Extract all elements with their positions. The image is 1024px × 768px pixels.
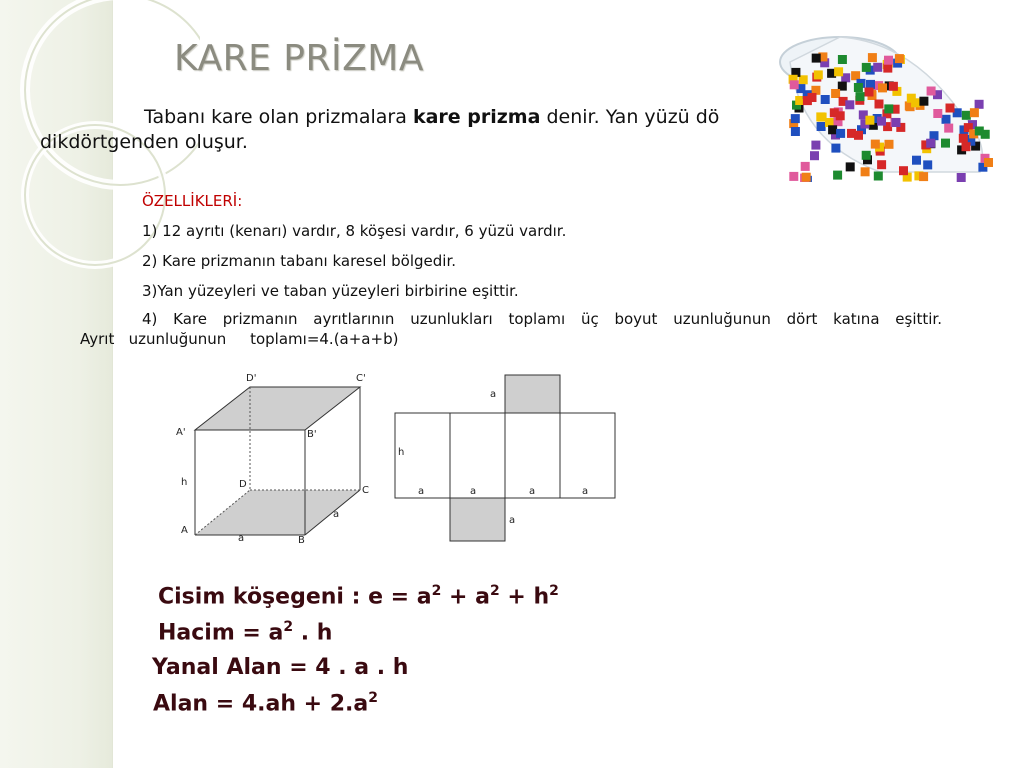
cube (831, 89, 840, 98)
cube (789, 172, 798, 181)
label-d-prime: D' (246, 373, 257, 384)
cube (862, 63, 871, 72)
cube (833, 171, 842, 180)
cube (791, 114, 800, 123)
prism-and-net-diagram (170, 365, 630, 550)
label-h: h (181, 477, 188, 488)
net-label-a2: a (470, 486, 477, 497)
cube (959, 134, 968, 143)
label-b: B (298, 535, 305, 546)
cube (873, 63, 882, 72)
net-label-a-top: a (490, 389, 497, 400)
cube (801, 162, 810, 171)
label-c: C (362, 485, 369, 496)
cube (884, 104, 893, 113)
cube (802, 173, 811, 182)
cube (846, 162, 855, 171)
cube (834, 67, 843, 76)
net-label-a3: a (529, 486, 536, 497)
cube (856, 92, 865, 101)
cube (923, 160, 932, 169)
colored-cubes-jar-image (760, 22, 1000, 182)
cube (885, 140, 894, 149)
cube (919, 97, 928, 106)
cube (865, 88, 874, 97)
prism-3d-figure (176, 373, 369, 546)
cube (877, 160, 886, 169)
cube (790, 80, 799, 89)
cube (828, 125, 837, 134)
net-label-a-bottom: a (509, 515, 516, 526)
cube (868, 53, 877, 62)
properties-heading: ÖZELLİKLERİ: (142, 192, 243, 210)
cube (836, 111, 845, 120)
cube (811, 141, 820, 150)
property-3: 3)Yan yüzeyleri ve taban yüzeyleri birbirine eşittir. (142, 282, 519, 300)
cube (941, 139, 950, 148)
cube (854, 131, 863, 140)
cube (817, 122, 826, 131)
cube (944, 124, 953, 133)
cube (810, 151, 819, 160)
cube (875, 100, 884, 109)
cube (861, 167, 870, 176)
label-a: A (181, 525, 188, 536)
cube (899, 166, 908, 175)
formula-volume: Hacim = $a^2$ . h (158, 619, 333, 646)
label-c-prime: C' (356, 373, 366, 384)
cube (814, 70, 823, 79)
cube (883, 64, 892, 73)
cube (836, 129, 845, 138)
cube (912, 156, 921, 165)
net-label-a4: a (582, 486, 589, 497)
cube (884, 56, 893, 65)
cube (838, 55, 847, 64)
intro-line-1: Tabanı kare olan prizmalara kare prizma denir. Yan yüzü dö (144, 106, 720, 128)
cube (865, 116, 874, 125)
cube (871, 140, 880, 149)
label-a-side: a (333, 509, 340, 520)
formula-total-area: Alan = $4.ah + 2.a^2$ (153, 690, 379, 717)
cube (808, 93, 817, 102)
net-label-a1: a (418, 486, 425, 497)
formula-diagonal: Cisim köşegeni : $e = a^2 + a^2 + h^2$ (158, 583, 559, 610)
net-label-h: h (398, 447, 405, 458)
intro-line-2: dikdörtgenden oluşur. (40, 131, 248, 153)
cube (946, 104, 955, 113)
property-1: 1) 12 ayrıtı (kenarı) vardır, 8 köşesi vardır, 6 yüzü vardır. (142, 222, 567, 240)
cube (970, 108, 979, 117)
cube (862, 151, 871, 160)
cube (984, 158, 993, 167)
cube (919, 172, 928, 181)
label-a-bottom: a (238, 533, 245, 544)
cube (927, 87, 936, 96)
cube (874, 172, 883, 181)
cube (926, 139, 935, 148)
cube (845, 100, 854, 109)
property-4-continuation: Ayrıt uzunluğunun toplamı=4.(a+a+b) (80, 330, 399, 348)
cube (911, 98, 920, 107)
cube (942, 115, 951, 124)
cube (854, 83, 863, 92)
cube (791, 127, 800, 136)
cube (981, 130, 990, 139)
cube (889, 82, 898, 91)
cube (962, 111, 971, 120)
cube (831, 144, 840, 153)
cube (878, 83, 887, 92)
cube (892, 118, 901, 127)
property-4: 4) Kare prizmanın ayrıtlarının uzunlukları toplamı üç boyut uzunluğunun dört katına eşittir. (142, 310, 942, 328)
cube (933, 109, 942, 118)
formula-lateral-area: Yanal Alan = 4 . a . h (152, 655, 409, 680)
property-2: 2) Kare prizmanın tabanı karesel bölgedir. (142, 252, 456, 270)
cube (957, 173, 966, 182)
cube (877, 117, 886, 126)
label-d: D (239, 479, 247, 490)
cube (851, 71, 860, 80)
page-title: KARE PRİZMA (174, 38, 424, 79)
label-b-prime: B' (307, 429, 317, 440)
cube (812, 54, 821, 63)
cube (962, 142, 971, 151)
cube (821, 95, 830, 104)
label-a-prime: A' (176, 427, 186, 438)
cube (816, 112, 825, 121)
prism-net-figure (395, 375, 615, 541)
cube (895, 54, 904, 63)
cube (975, 100, 984, 109)
